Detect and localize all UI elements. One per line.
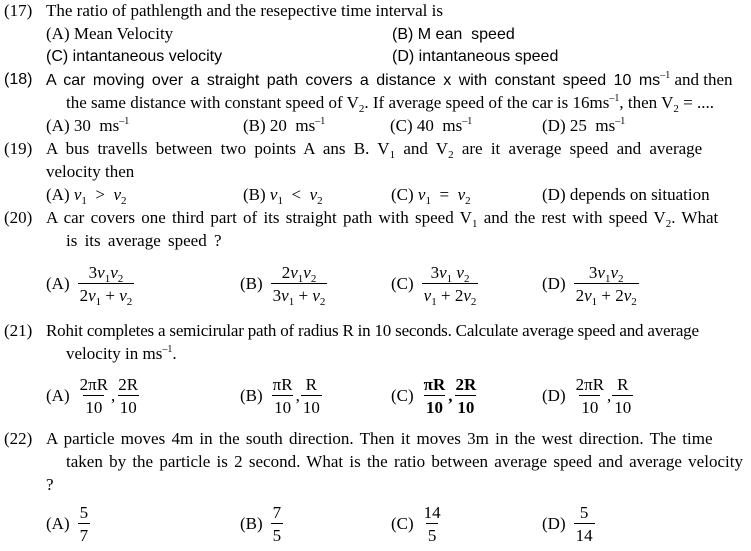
variable: v (457, 185, 466, 204)
fraction (78, 375, 110, 417)
text: . (172, 344, 177, 363)
option-text: depends on situation (569, 185, 710, 204)
variable: v (88, 286, 96, 305)
variable: v (110, 263, 118, 282)
variable: v (73, 185, 82, 204)
option-label: (B) (240, 274, 263, 293)
option-label: (A) (46, 24, 70, 43)
question-text-line1 (46, 139, 746, 159)
coef: 3 (88, 263, 98, 282)
denominator (574, 283, 639, 308)
text: the same distance with constant speed of V (66, 93, 359, 112)
denominator: 10 (83, 395, 104, 417)
coef: 2 (615, 286, 624, 305)
option-label: (C) (391, 514, 414, 533)
coef: 3 (430, 263, 440, 282)
variable: v (463, 286, 471, 305)
option-a[interactable] (46, 503, 90, 545)
variable: v (312, 286, 320, 305)
subscript: 1 (604, 273, 611, 285)
coef: 3 (588, 263, 598, 282)
option-label: (A) (46, 386, 70, 405)
question-text-line2: is its average speed ? (66, 231, 222, 250)
denominator: 10 (579, 395, 600, 417)
numerator: 2R (455, 375, 477, 394)
operator: + (601, 286, 611, 305)
denominator: 5 (271, 523, 284, 545)
text: and then (670, 70, 733, 89)
option-label: (B) (392, 26, 414, 43)
variable: v (423, 286, 432, 305)
option-b[interactable] (240, 375, 322, 417)
text: A car covers one third part of its straight path with speed V (46, 208, 472, 227)
option-a[interactable] (46, 116, 129, 136)
text: and the rest with speed V (477, 208, 666, 227)
numerator: πR (423, 375, 446, 394)
variable: v (584, 286, 592, 305)
question-text-line2 (66, 93, 714, 113)
option-label: (B) (240, 514, 263, 533)
option-label: (A) (46, 185, 70, 204)
fraction (454, 375, 479, 417)
option-b[interactable] (243, 185, 323, 205)
subscript: 1 (81, 195, 87, 207)
option-label: (B) (243, 116, 266, 135)
option-c[interactable] (391, 263, 478, 308)
option-label: (B) (240, 386, 263, 405)
option-d[interactable] (542, 185, 710, 205)
variable: v (456, 263, 464, 282)
numerator: 2R (118, 375, 139, 394)
subscript: 2 (358, 103, 365, 115)
superscript: –1 (315, 116, 326, 127)
fraction (574, 263, 639, 308)
option-label: (C) (391, 185, 414, 204)
numerator: R (617, 375, 629, 394)
option-a[interactable] (46, 24, 173, 44)
subscript: 1 (288, 296, 295, 308)
separator: , (295, 386, 300, 405)
question-number: (17) (4, 1, 33, 20)
option-text: intantaneous speed (418, 48, 559, 65)
variable: v (439, 263, 447, 282)
variable: v (610, 263, 618, 282)
subscript: 1 (471, 218, 478, 230)
subscript: 2 (665, 218, 672, 230)
fraction (116, 375, 140, 417)
question-text-line1 (46, 208, 746, 228)
numerator: 2πR (575, 375, 605, 394)
option-a[interactable] (46, 263, 134, 308)
question-number: (21) (4, 321, 33, 340)
denominator: 10 (424, 395, 445, 417)
option-label: (D) (542, 185, 566, 204)
option-text: M ean speed (417, 26, 515, 43)
question-text-line1 (46, 70, 746, 91)
numerator: R (305, 375, 318, 394)
subscript: 2 (470, 296, 477, 308)
option-c[interactable] (391, 375, 478, 417)
option-c[interactable] (391, 503, 443, 545)
option-text: Mean Velocity (73, 24, 174, 43)
question-text-line2: taken by the particle is 2 second. What is the ratio between average speed and average velocity (66, 452, 743, 471)
variable: v (417, 185, 426, 204)
superscript: –1 (162, 344, 173, 355)
denominator: 10 (272, 395, 293, 417)
subscript: 2 (126, 296, 133, 308)
option-label: (D) (542, 386, 566, 405)
superscript: –1 (119, 116, 130, 127)
fraction (422, 263, 479, 308)
subscript: 2 (121, 195, 127, 207)
subscript: 1 (425, 195, 431, 207)
text: = .... (678, 93, 714, 112)
subscript: 2 (465, 195, 471, 207)
variable: v (597, 263, 605, 282)
subscript: 2 (317, 195, 323, 207)
numerator: 5 (79, 503, 89, 522)
option-d[interactable] (542, 263, 639, 308)
option-c[interactable] (390, 116, 472, 136)
variable: v (309, 185, 318, 204)
text: A car moving over a straight path covers a distance x with constant speed 10 ms (46, 72, 661, 89)
question-number: (19) (4, 139, 33, 158)
option-a[interactable] (46, 375, 140, 417)
operator: + (440, 286, 451, 305)
option-d[interactable] (542, 116, 625, 136)
text: and V (395, 139, 449, 158)
option-b[interactable] (243, 116, 325, 136)
subscript: 1 (389, 149, 396, 161)
coef: 2 (281, 263, 291, 282)
numerator: 14 (423, 503, 441, 522)
subscript: 1 (591, 296, 598, 308)
fraction (78, 263, 135, 308)
numerator (87, 263, 126, 283)
denominator (422, 283, 479, 308)
superscript: –1 (609, 93, 620, 104)
option-value: 25 (569, 116, 587, 135)
option-c[interactable] (46, 47, 222, 67)
subscript: 1 (446, 273, 453, 285)
text: . What (671, 208, 719, 227)
question-text-line3: ? (46, 475, 54, 494)
denominator: 10 (301, 395, 322, 417)
fraction (271, 263, 328, 308)
question-number: (18) (4, 71, 33, 88)
question-text-line1: Rohit completes a semicirular path of radius R in 10 seconds. Calculate average speed and average (46, 321, 699, 340)
coef: 2 (79, 286, 89, 305)
option-a[interactable] (46, 185, 127, 205)
variable: v (113, 185, 122, 204)
question-number: (20) (4, 208, 33, 227)
coef: 2 (454, 286, 464, 305)
coef: 3 (272, 286, 282, 305)
fraction (422, 503, 443, 545)
option-d[interactable] (542, 503, 595, 545)
question-text: The ratio of pathlength and the resepective time interval is (46, 1, 443, 20)
option-label: (D) (542, 116, 566, 135)
denominator (271, 283, 328, 308)
subscript: 1 (104, 273, 111, 285)
variable: v (269, 185, 278, 204)
fraction (574, 375, 606, 417)
text: are it average speed and average (453, 139, 703, 158)
question-text-line1: A particle moves 4m in the south direction. Then it moves 3m in the west direction. The time (46, 429, 713, 448)
subscript: 2 (448, 149, 454, 161)
subscript: 1 (95, 296, 102, 308)
option-label: (C) (46, 48, 69, 65)
fraction (612, 375, 633, 417)
separator: , (448, 386, 453, 405)
denominator: 10 (455, 395, 476, 417)
superscript: –1 (462, 116, 473, 127)
subscript: 2 (618, 273, 624, 285)
question-text-line2 (66, 344, 177, 364)
variable: v (290, 263, 298, 282)
variable: v (281, 286, 289, 305)
option-d[interactable] (542, 375, 633, 417)
operator: + (298, 286, 309, 305)
option-unit: ms (595, 116, 616, 135)
numerator: 5 (579, 503, 589, 522)
subscript: 2 (319, 296, 326, 308)
option-label: (D) (542, 514, 566, 533)
option-label: (B) (243, 185, 266, 204)
denominator: 7 (78, 523, 91, 545)
option-label: (A) (46, 514, 70, 533)
variable: v (623, 286, 632, 305)
numerator (280, 263, 319, 283)
subscript: 1 (297, 273, 304, 285)
fraction (574, 503, 595, 545)
option-label: (D) (392, 48, 415, 65)
option-label: (C) (390, 116, 413, 135)
option-label: (D) (542, 274, 566, 293)
denominator: 14 (574, 523, 595, 545)
question-number: (22) (4, 429, 33, 448)
subscript: 2 (673, 103, 679, 115)
option-label: (A) (46, 116, 70, 135)
option-text: intantaneous velocity (72, 48, 223, 65)
variable: v (119, 286, 127, 305)
variable: v (303, 263, 311, 282)
coef: 2 (575, 286, 585, 305)
fraction (271, 503, 284, 545)
subscript: 1 (431, 296, 437, 308)
numerator (429, 263, 472, 283)
option-c[interactable] (391, 185, 471, 205)
fraction (301, 375, 322, 417)
superscript: –1 (615, 116, 626, 127)
question-text-line2: velocity then (46, 162, 135, 181)
option-d[interactable] (392, 47, 558, 67)
option-value: 30 (73, 116, 91, 135)
option-b[interactable] (240, 263, 327, 308)
option-unit: ms (442, 116, 463, 135)
text: , then V (619, 93, 674, 112)
operator: < (291, 185, 302, 204)
text: . If average speed of the car is 16ms (364, 93, 610, 112)
text: A bus travells between two points A ans B. V (46, 139, 390, 158)
fraction (422, 375, 448, 417)
denominator (78, 283, 135, 308)
numerator: 7 (272, 503, 282, 522)
option-label: (C) (391, 274, 414, 293)
denominator: 5 (426, 523, 439, 545)
operator: > (95, 185, 105, 204)
variable: v (97, 263, 105, 282)
operator: + (105, 286, 115, 305)
denominator: 10 (612, 395, 633, 417)
subscript: 2 (310, 273, 317, 285)
text: velocity in ms (66, 344, 163, 363)
separator: , (607, 386, 612, 405)
subscript: 2 (463, 273, 470, 285)
option-b[interactable] (240, 503, 283, 545)
option-value: 20 (269, 116, 287, 135)
fraction (271, 375, 295, 417)
denominator: 10 (118, 395, 139, 417)
option-b[interactable] (392, 25, 515, 45)
subscript: 2 (631, 296, 637, 308)
operator: = (439, 185, 450, 204)
option-label: (A) (46, 274, 70, 293)
option-unit: ms (99, 116, 120, 135)
option-unit: ms (295, 116, 316, 135)
subscript: 2 (117, 273, 124, 285)
superscript: –1 (660, 70, 671, 81)
separator: , (111, 386, 116, 405)
subscript: 1 (277, 195, 283, 207)
numerator: πR (272, 375, 293, 394)
numerator: 2πR (79, 375, 109, 394)
option-label: (C) (391, 386, 414, 405)
option-value: 40 (416, 116, 434, 135)
fraction (78, 503, 91, 545)
numerator (587, 263, 626, 283)
